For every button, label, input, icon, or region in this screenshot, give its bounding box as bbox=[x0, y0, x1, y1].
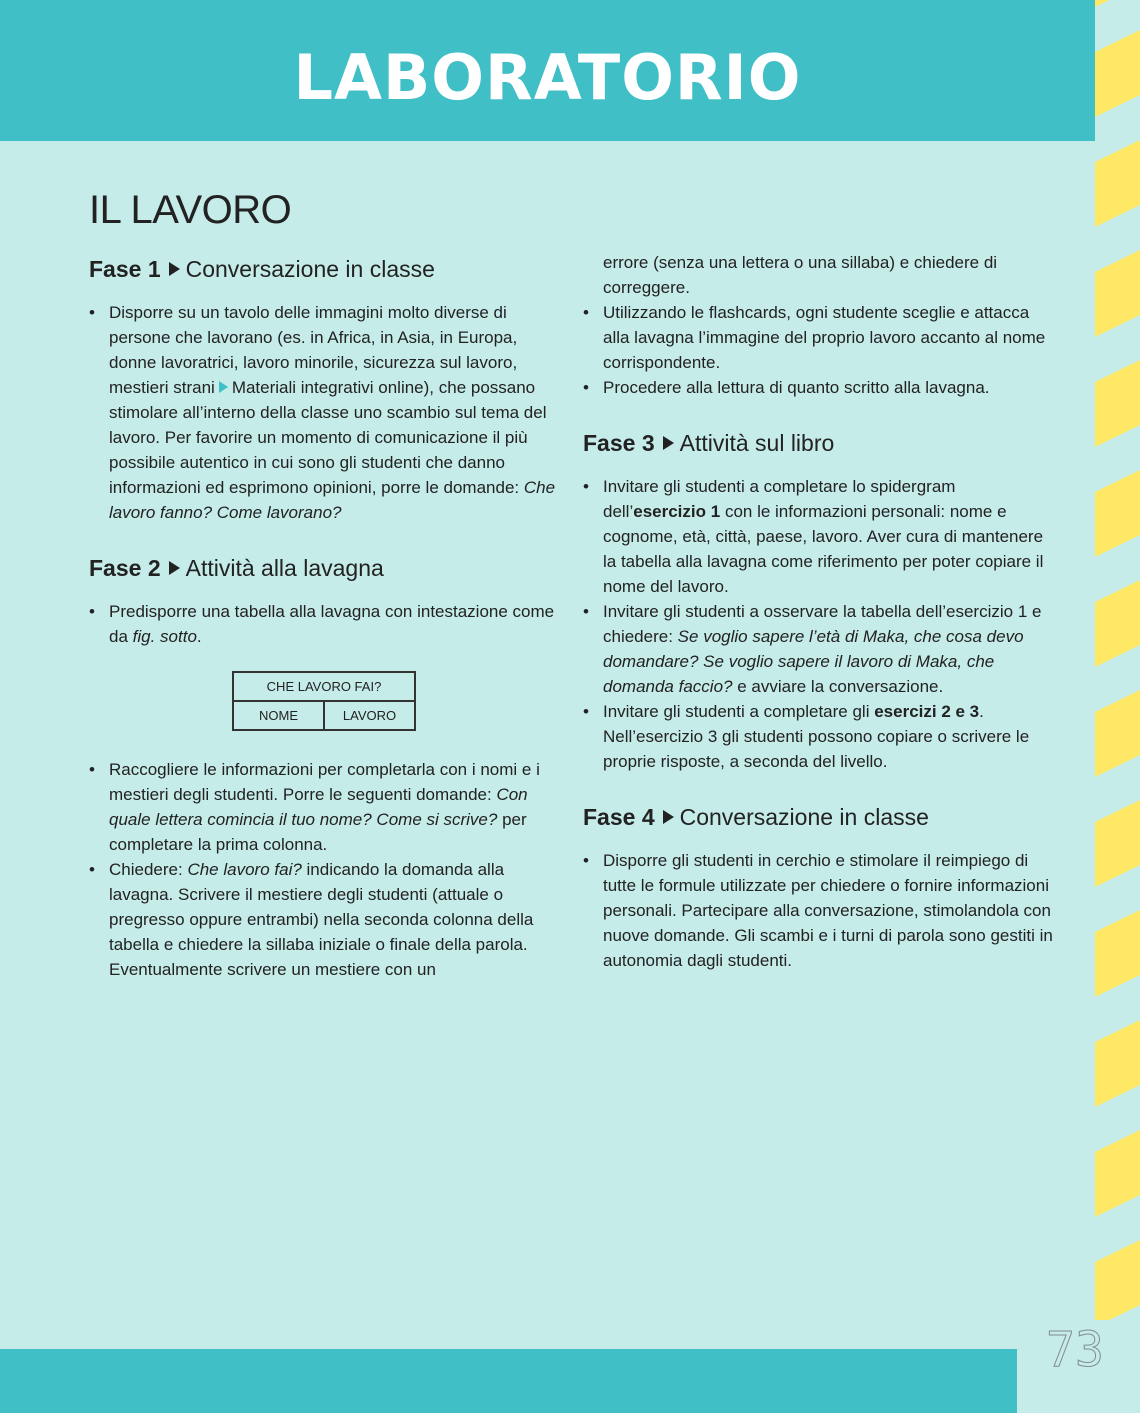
arrow-right-icon bbox=[169, 262, 180, 276]
phase-1-list bbox=[89, 300, 564, 525]
phase-4-heading: Fase 4 Conversazione in classe bbox=[583, 804, 929, 830]
list-item-continued: errore (senza una lettera o una sillaba) e chiedere di correggere. bbox=[603, 253, 998, 297]
list-item: • Invitare gli studenti a completare gli esercizi 2 e 3. Nell’esercizio 3 gli studenti possono copiare o scrivere le proprie risposte, a seconda del livello. bbox=[583, 699, 1058, 774]
phase-2-list-continued bbox=[89, 757, 564, 982]
phase-2-list bbox=[89, 599, 564, 649]
list-item: • Invitare gli studenti a osservare la tabella dell’esercizio 1 e chiedere: Se voglio sapere l’età di Maka, che cosa devo domandare? Se voglio sapere il lavoro di Maka, che domanda faccio? e avviare la conversazione. bbox=[583, 599, 1058, 699]
phase-3-heading: Fase 3 Attività sul libro bbox=[583, 430, 835, 456]
arrow-right-icon bbox=[663, 810, 674, 824]
list-item: • Invitare gli studenti a completare lo spidergram dell’esercizio 1 con le informazioni personali: nome e cognome, età, città, paese, lavoro. Aver cura di mantenere la tabella alla lavagna come riferimento per poter copiare il nome del lavoro. bbox=[583, 474, 1058, 599]
phase-3-list bbox=[583, 474, 1058, 774]
left-column bbox=[89, 252, 564, 982]
board-table bbox=[232, 671, 416, 731]
phase-2-list-right bbox=[583, 250, 1058, 400]
list-item: • Predisporre una tabella alla lavagna con intestazione come da fig. sotto. bbox=[89, 599, 564, 649]
footer-band bbox=[0, 1349, 1017, 1413]
list-item: • Raccogliere le informazioni per completarla con i nomi e i mestieri degli studenti. Porre le seguenti domande: Con quale lettera comincia il tuo nome? Come si scrive? per completare la prima colonna. bbox=[89, 757, 564, 857]
phase-2-heading: Fase 2 Attività alla lavagna bbox=[89, 555, 384, 581]
header-title: LABORATORIO bbox=[293, 41, 802, 114]
page-number: 73 bbox=[1046, 1322, 1104, 1378]
list-item: • Disporre su un tavolo delle immagini molto diverse di persone che lavorano (es. in Africa, in Asia, in Europa, donne lavoratrici, lavoro minorile, sicurezza sul lavoro, mestieri strani Materiali integrativi online), che possano stimolare all’interno della classe uno scambio sul tema del lavoro. Per favorire un momento di comunicazione il più possibile autentico in cui sono gli studenti che danno informazioni ed esprimono opinioni, porre le domande: Che lavoro fanno? Come lavorano? bbox=[89, 300, 564, 525]
link-arrow-icon bbox=[219, 381, 228, 393]
arrow-right-icon bbox=[169, 561, 180, 575]
board-table-col-name: NOME bbox=[233, 701, 324, 730]
arrow-right-icon bbox=[663, 436, 674, 450]
board-table-header: CHE LAVORO FAI? bbox=[233, 672, 415, 701]
list-item: • Disporre gli studenti in cerchio e stimolare il reimpiego di tutte le formule utilizzate per chiedere o fornire informazioni personali. Partecipare alla conversazione, stimolandola con nuove domande. Gli scambi e i turni di parola sono gestiti in autonomia dagli studenti. bbox=[583, 848, 1058, 973]
list-item: • Chiedere: Che lavoro fai? indicando la domanda alla lavagna. Scrivere il mestiere degli studenti (attuale o pregresso oppure entrambi) nella seconda colonna della tabella e chiedere la sillaba iniziale o finale della parola. Eventualmente scrivere un mestiere con un bbox=[89, 857, 564, 982]
list-item: • Procedere alla lettura di quanto scritto alla lavagna. bbox=[583, 375, 1058, 400]
phase-4-list bbox=[583, 848, 1058, 973]
right-column bbox=[583, 250, 1058, 973]
phase-1-heading: Fase 1 Conversazione in classe bbox=[89, 256, 435, 282]
side-stripe-decoration bbox=[1095, 0, 1140, 1320]
list-item: • Utilizzando le flashcards, ogni studente sceglie e attacca alla lavagna l’immagine del proprio lavoro accanto al nome corrispondente. bbox=[583, 300, 1058, 375]
board-table-col-job: LAVORO bbox=[324, 701, 415, 730]
section-title: IL LAVORO bbox=[89, 188, 292, 232]
